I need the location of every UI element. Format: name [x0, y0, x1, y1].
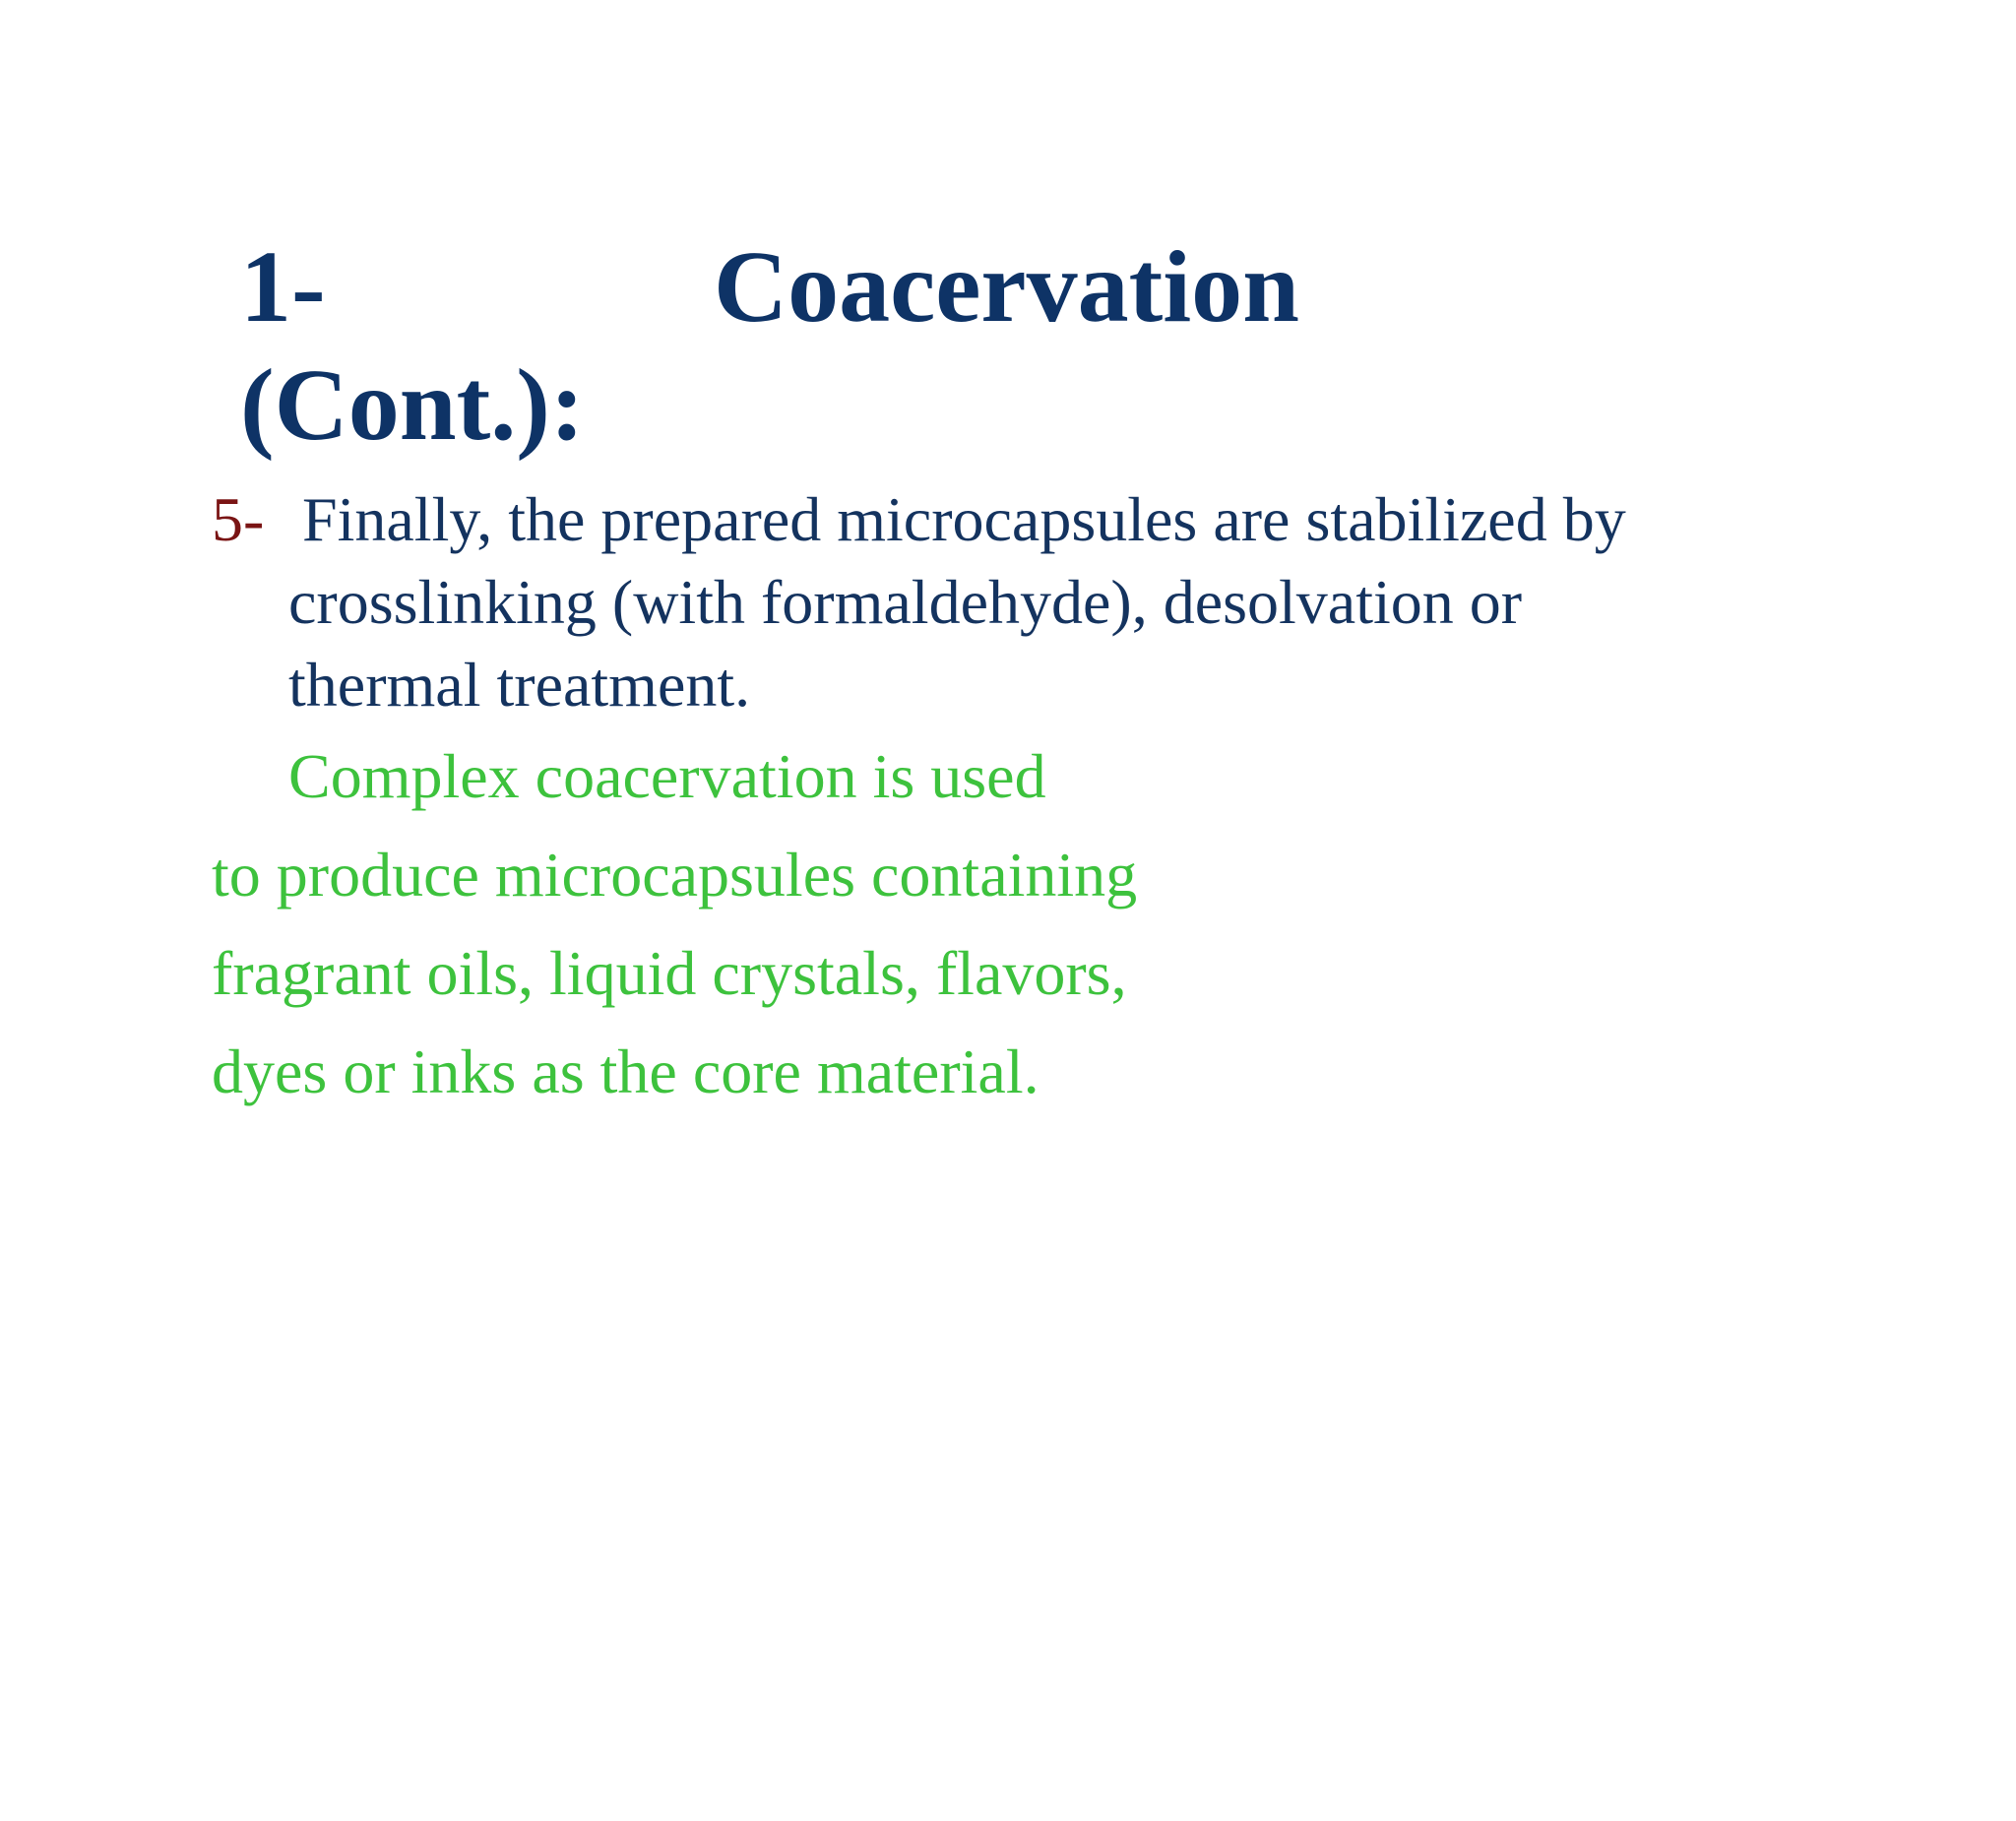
note-line-3: fragrant oils, liquid crystals, flavors,	[212, 938, 1127, 1008]
point-line-2: crosslinking (with formaldehyde), desolvation or	[288, 567, 1523, 637]
point-line-3: thermal treatment.	[288, 650, 751, 720]
note-line-1: Complex coacervation is used	[288, 741, 1046, 811]
title-word: Coacervation	[714, 230, 1299, 344]
point-line-1: Finally, the prepared microcapsules are stabilized by	[302, 484, 1626, 554]
title-continuation: (Cont.):	[240, 348, 585, 462]
point-number: 5-	[212, 484, 265, 554]
note-line-2: to produce microcapsules containing	[212, 840, 1138, 910]
title-number: 1-	[240, 230, 326, 344]
note-line-4: dyes or inks as the core material.	[212, 1036, 1040, 1106]
